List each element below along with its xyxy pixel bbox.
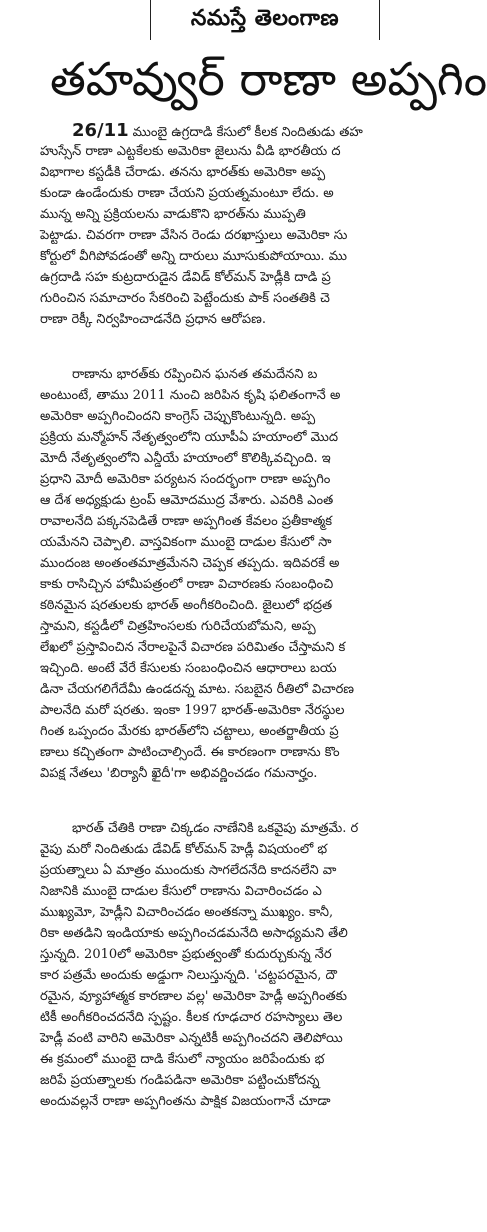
- text-line: డినా చేయగలిగేదేమీ ఉండదన్న మాట. సబబైన రీతిలో విచారణ: [40, 682, 355, 697]
- text-line: భారత్ చేతికి రాణా చిక్కడం నాణేనికి ఒకవైపు మాత్రమే. ర: [72, 821, 359, 836]
- text-line: స్తున్నది. 2010లో అమెరికా ప్రభుత్వంతో కుదుర్చుకున్న నేర: [40, 947, 332, 962]
- text-line: ముంబై ఉగ్రదాడి కేసులో కీలక నిందితుడు తహ: [132, 125, 363, 140]
- paragraph-1: [40, 120, 422, 330]
- masthead: నమస్తే తెలంగాణ: [150, 0, 380, 40]
- text-line: పెట్టాడు. చివరగా రాణా వేసిన రెండు దరఖాస్తులు అమెరికా సు: [40, 228, 348, 243]
- text-line: స్తామని, కస్టడీలో చిత్రహింసలకు గురిచేయబోమని, అప్ప: [40, 619, 316, 634]
- text-line: కోర్టులో వీగిపోవడంతో అన్ని దారులు మూసుకుపోయాయి. ము: [40, 249, 347, 264]
- dateline: 26/11: [72, 120, 129, 141]
- text-line: ముఖ్యమో, హెడ్లీని విచారించడం అంతకన్నా ముఖ్యం. కానీ,: [40, 905, 334, 920]
- text-line: వైపు మరో నిందితుడు డేవిడ్ కోల్‌మన్ హెడ్లీ విషయంలో భ: [40, 842, 328, 857]
- text-line: ణాలు కచ్చితంగా పాటించాల్సిందే. ఈ కారణంగా రాణాను కొం: [40, 745, 340, 760]
- text-line: కఠినమైన షరతులకు భారత్ అంగీకరించింది. జైలులో భద్రత: [40, 598, 333, 613]
- text-line: ఈ క్రమంలో ముంబై దాడి కేసులో న్యాయం జరిపేందుకు భ: [40, 1052, 325, 1067]
- text-line: నిజానికి ముంబై దాడుల కేసులో రాణాను విచారించడం ఎ: [40, 884, 322, 899]
- text-line: మున్న అన్ని ప్రక్రియలను వాడుకొని భారత్‌ను ముప్పతి: [40, 207, 306, 222]
- text-line: గింత ఒప్పందం మేరకు భారత్‌లోని చట్టాలు, అంతర్జాతీయ ప్ర: [40, 724, 339, 739]
- text-line: మోదీ నేతృత్వంలోని ఎన్డీయే హయాంలో కొలిక్కివచ్చింది. ఇ: [40, 451, 331, 466]
- text-line: ప్రయత్నాలు ఏ మాత్రం ముందుకు సాగలేదనేది కాదనలేని వా: [40, 863, 337, 878]
- text-line: విభాగాల కస్టడీకి చేరాడు. తనను భారత్‌కు అమెరికా అప్ప: [40, 165, 326, 180]
- paragraph-3: [40, 818, 422, 1112]
- text-line: ఉగ్రదాడి సహ కుట్రదారుడైన డేవిడ్ కోల్‌మన్ హెడ్లీకి దాడి ప్ర: [40, 270, 331, 285]
- text-line: జరిపే ప్రయత్నాలకు గండిపడినా అమెరికా పట్టించుకోదన్న: [40, 1073, 320, 1088]
- text-line: అమెరికా అప్పగించిందని కాంగ్రెస్ చెప్పుకొంటున్నది. అప్ప: [40, 409, 316, 424]
- text-line: లేఖలో ప్రస్తావించిన నేరాలపైనే విచారణ పరిమితం చేస్తామని క: [40, 640, 346, 655]
- headline: తహవ్వుర్ రాణా అప్పగిం: [50, 52, 487, 106]
- text-line: యమేనని చెప్పాలి. వాస్తవికంగా ముంబై దాడుల కేసులో సా: [40, 535, 332, 550]
- text-line: రాణాను భారత్‌కు రప్పించిన ఘనత తమదేనని బ: [72, 367, 318, 382]
- text-line: టికీ అంగీకరించదనేది స్పష్టం. కీలక గూఢచార రహస్యాలు తెల: [40, 1010, 343, 1025]
- text-line: ఆ దేశ అధ్యక్షుడు ట్రంప్ ఆమోదముద్ర వేశారు. ఎవరికి ఎంత: [40, 493, 334, 508]
- text-line: హుస్సేన్ రాణా ఎట్టకేలకు అమెరికా జైలును వీడి భారతీయ ద: [40, 144, 341, 159]
- text-line: కుండా ఉండేందుకు రాణా చేయని ప్రయత్నమంటూ లేదు. అ: [40, 186, 334, 201]
- text-line: రావాలనేది పక్కనపెడితే రాణా అప్పగింత కేవలం ప్రతీకాత్మక: [40, 514, 333, 529]
- text-line: హెడ్లీ వంటి వారిని అమెరికా ఎన్నటికీ అప్పగించదని తెలిపోయి: [40, 1031, 343, 1046]
- text-line: అందువల్లనే రాణా అప్పగింతను పాక్షిక విజయంగానే చూడా: [40, 1094, 331, 1109]
- text-line: విపక్ష నేతలు 'బిర్యానీ ఖైదీ'గా అభివర్ణించడం గమనార్హం.: [40, 766, 318, 781]
- paragraph-2: [40, 364, 422, 784]
- text-line: పాలనేది మరో షరతు. ఇంకా 1997 భారత్-అమెరికా నేరస్థుల: [40, 703, 345, 718]
- dateline-line: [40, 120, 422, 141]
- text-line: రమైన, వ్యూహాత్మక కారణాల వల్ల' అమెరికా హెడ్లీ అప్పగింతకు: [40, 989, 348, 1004]
- text-line: ఇచ్చింది. అంటే వేరే కేసులకు సంబంధించిన ఆధారాలు బయ: [40, 661, 337, 676]
- text-line: కార పత్రమే అందుకు అడ్డుగా నిలుస్తున్నది. 'చట్టపరమైన, దౌ: [40, 968, 337, 983]
- text-line: అంటుంటే, తాము 2011 నుంచి జరిపిన కృషి ఫలితంగానే అ: [40, 388, 341, 403]
- text-line: గురించిన సమాచారం సేకరించి పెట్టేందుకు పాక్ సంతతికి చె: [40, 291, 330, 306]
- text-line: ప్రధాని మోదీ అమెరికా పర్యటన సందర్భంగా రాణా అప్పగిం: [40, 472, 331, 487]
- text-line: కాకు రాసిచ్చిన హామీపత్రంలో రాణా విచారణకు సంబంధించి: [40, 577, 334, 592]
- text-line: రికా అతడిని ఇండియాకు అప్పగించడమనేది అసాధ్యమని తేలి: [40, 926, 348, 941]
- text-line: ముందంజ అంతంతమాత్రమేనని చెప్పక తప్పదు. ఇదివరకే అ: [40, 556, 340, 571]
- text-line: రాణా రెక్కీ నిర్వహించాడనేది ప్రధాన ఆరోపణ.: [40, 312, 266, 327]
- article-body: [40, 120, 422, 1112]
- text-line: ప్రక్రియ మన్మోహన్ నేతృత్వంలోని యూపీఏ హయాంలో మొద: [40, 430, 339, 445]
